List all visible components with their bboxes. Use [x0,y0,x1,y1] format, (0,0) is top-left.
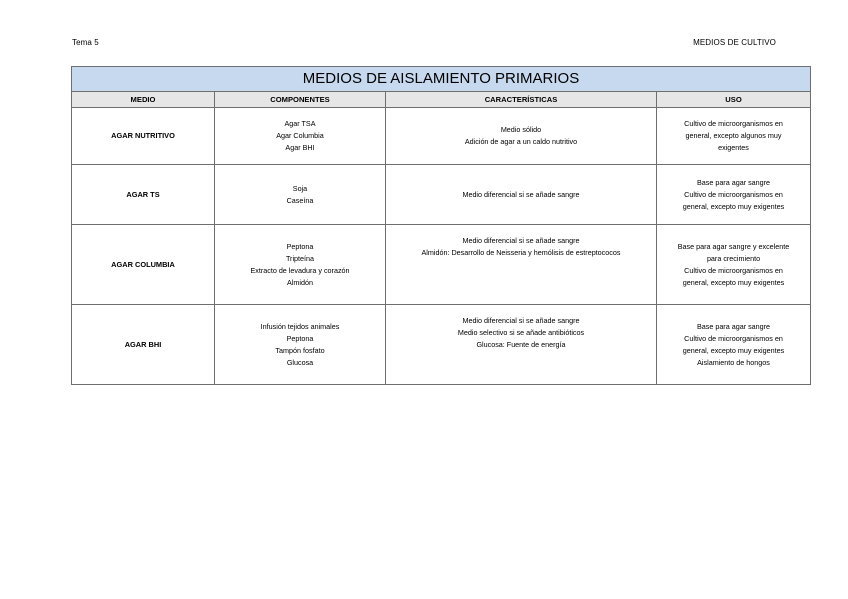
cell-uso [657,225,811,305]
cell-line: Peptona [286,241,314,251]
cell-line: exigentes [718,143,749,152]
cell-line: Agar BHI [285,143,315,152]
cell-line: Cultivo de microorganismos en [684,265,783,275]
cell-line: Medio sólido [500,125,542,134]
cell-caracteristicas [386,108,657,165]
cell-line: Cultivo de microorganismos en [684,119,783,128]
media-table [71,66,811,385]
cell-uso [657,305,811,385]
cell-line: general, excepto algunos muy [685,131,782,140]
cell-line: Base para agar sangre y excelente [677,241,790,251]
cell-line: Soja [292,183,308,193]
header-section-title: MEDIOS DE CULTIVO [693,38,776,47]
table-row [72,108,811,165]
cell-line: Base para agar sangre [696,321,771,331]
cell-line: Extracto de levadura y corazón [250,265,350,275]
cell-line: general, excepto muy exigentes [682,201,785,211]
cell-caracteristicas [386,225,657,305]
cell-caracteristicas [386,305,657,385]
cell-line: para crecimiento [706,253,761,263]
cell-line: Medio diferencial si se añade sangre [462,236,580,245]
column-header-componentes: COMPONENTES [215,92,386,108]
table-title: MEDIOS DE AISLAMIENTO PRIMARIOS [72,67,811,92]
cell-medio: AGAR BHI [72,305,215,385]
cell-line: Adición de agar a un caldo nutritivo [464,137,578,146]
cell-line: general, excepto muy exigentes [682,277,785,287]
cell-caracteristicas [386,165,657,225]
cell-line: Caseína [286,195,314,205]
cell-line: Medio diferencial si se añade sangre [462,189,580,199]
column-header-medio: MEDIO [72,92,215,108]
table-row [72,305,811,385]
cell-line: general, excepto muy exigentes [682,345,785,355]
cell-componentes [215,225,386,305]
cell-medio: AGAR NUTRITIVO [72,108,215,165]
cell-line: Medio diferencial si se añade sangre [462,316,580,325]
cell-medio: AGAR TS [72,165,215,225]
cell-componentes [215,305,386,385]
cell-line: Glucosa [286,357,314,367]
cell-line: Almidón: Desarrollo de Neisseria y hemólisis de estreptococos [421,248,621,257]
cell-line: Base para agar sangre [696,177,771,187]
cell-line: Glucosa: Fuente de energía [476,340,566,349]
cell-componentes [215,165,386,225]
cell-line: Agar Columbia [276,131,324,140]
cell-medio: AGAR COLUMBIA [72,225,215,305]
cell-uso [657,165,811,225]
cell-line: Infusión tejidos animales [260,321,340,331]
cell-componentes [215,108,386,165]
cell-line: Aislamiento de hongos [697,357,770,367]
cell-line: Almidón [287,277,313,287]
column-header-caracteristicas: CARACTERÍSTICAS [386,92,657,108]
cell-line: Tripteína [285,253,315,263]
cell-line: Agar TSA [284,119,316,128]
cell-uso [657,108,811,165]
cell-line: Tampón fosfato [275,345,325,355]
cell-line: Peptona [286,333,314,343]
header-topic: Tema 5 [72,38,99,47]
cell-line: Medio selectivo si se añade antibióticos [457,328,585,337]
cell-line: Cultivo de microorganismos en [684,189,783,199]
cell-line: Cultivo de microorganismos en [684,333,783,343]
table-row [72,225,811,305]
column-header-uso: USO [657,92,811,108]
table-row [72,165,811,225]
